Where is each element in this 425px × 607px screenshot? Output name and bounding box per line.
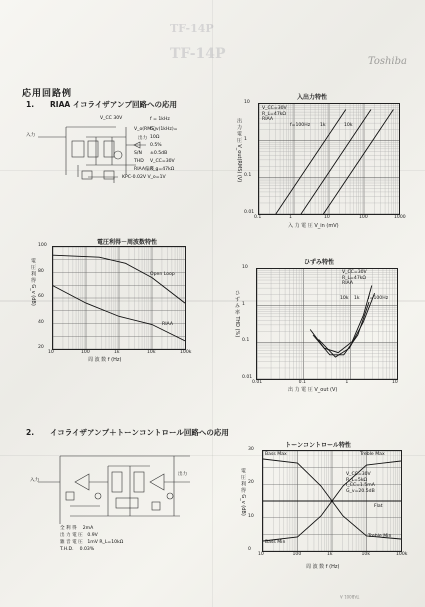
data-curve [319, 293, 375, 357]
section-1-title: RIAA イコライザアンプ回路への応用 [50, 100, 177, 109]
x-tick-label: 10k [147, 350, 156, 355]
schematic-1-input-label: 入力 [26, 133, 36, 138]
page-title: 応用回路例 [22, 89, 73, 99]
y-tick-label: 1 [242, 301, 245, 307]
x-tick-label: 10 [324, 215, 330, 220]
schematic-1-drawing [26, 115, 206, 195]
x-tick-label: 10 [258, 552, 264, 557]
x-tick-label: 1 [289, 215, 292, 220]
y-tick-label: 40 [38, 319, 44, 325]
schematic-1-output-label: 出力 [138, 136, 148, 141]
schematic-2-spec: 全 利 得 2mA [60, 526, 94, 531]
tone-flat-label: Flat [374, 504, 383, 509]
schematic-1-note: V_o(RMS) [134, 127, 156, 132]
x-tick-label: 1k [327, 552, 333, 557]
data-curve [313, 302, 369, 355]
g-thd-plot [257, 269, 397, 379]
x-tick-label: 1k [114, 350, 120, 355]
tone-legend-line: V_CC=30V [346, 472, 371, 477]
y-tick-label: 30 [248, 447, 254, 452]
thd-graph-xlabel: 出 力 電 圧 V_out (V) [288, 387, 338, 393]
x-tick-label: 100 [292, 552, 302, 557]
tone-corner-label: Bass Min [265, 540, 286, 545]
tone-graph-title: トーンコントロール特性 [285, 442, 351, 449]
schematic-2-output-label: 出力 [178, 472, 188, 477]
paper-crease [212, 0, 213, 607]
io-graph-title: 入出力特性 [296, 94, 327, 101]
x-tick-label: 0.1 [254, 215, 262, 220]
freq-graph-ylabel: 電 圧 利 得 G_v (dB) [30, 258, 36, 306]
thd-curve-label: 10k [340, 296, 349, 301]
schematic-1-param: 10Ω [150, 135, 160, 140]
schematic-2-input-label: 入力 [30, 478, 40, 483]
schematic-1-param: G_v(1kHz)= [150, 127, 178, 132]
tone-legend-line: G_v=20.5dB [346, 488, 375, 494]
section-2-title: イコライザアンプ＋トーンコントロール回路への応用 [50, 428, 229, 437]
tone-control-schematic [30, 446, 200, 561]
thd-graph-legend [342, 270, 367, 287]
thd-legend-line: RIAA [342, 281, 353, 286]
thd-graph-title: ひずみ特性 [303, 259, 334, 266]
schematic-2-spec: 雑 音 電 圧 1mV R_L=10kΩ [60, 540, 124, 545]
thd-curve-label: 1k [354, 296, 360, 301]
y-tick-label: 10 [244, 100, 250, 105]
section-2-heading [26, 427, 229, 438]
tone-corner-label: Bass Max [265, 452, 287, 457]
mirrored-footer-text: TAB001 A [340, 594, 360, 599]
io-legend-line: RIAA [262, 117, 273, 122]
y-tick-label: 100 [38, 243, 47, 248]
x-tick-label: 10k [361, 552, 371, 557]
tone-legend-line: I_CC=1.5mA [346, 483, 375, 488]
io-legend-line: R_L=47kΩ [262, 111, 286, 117]
schematic-1-param: 0.5% [150, 143, 162, 148]
y-tick-label: 0.01 [244, 210, 255, 215]
schematic-1-note: RIAA偏差 [134, 167, 155, 172]
io-graph-ylabel: 出 力 電 圧 V_out(RMS) (V) [236, 118, 242, 183]
schematic-1-param: R_g=47kΩ [150, 167, 175, 172]
tone-graph-xlabel: 周 波 数 f (Hz) [306, 564, 340, 570]
x-tick-label: 100k [396, 552, 408, 557]
schematic-1-note: THD [134, 159, 144, 164]
y-tick-label: 10 [248, 513, 254, 519]
thd-graph [256, 268, 398, 380]
freq-curve-riaa: RIAA [162, 322, 173, 327]
ghost-header-1: TF-14P [170, 22, 214, 35]
schematic-2-spec: T.H.D. 0.03% [60, 547, 95, 552]
x-tick-label: 0.1 [298, 380, 306, 385]
io-curve-label: f=100Hz [290, 123, 311, 128]
io-curve-label: 1k [320, 123, 326, 128]
y-tick-label: 20 [38, 345, 44, 350]
io-graph-xlabel: 入 力 電 圧 V_in (mV) [288, 223, 339, 229]
schematic-1-note: S/N [134, 151, 142, 156]
schematic-2-drawing [30, 446, 200, 534]
x-tick-label: 10 [48, 350, 54, 355]
schematic-1-param: ±0.5dB [150, 151, 168, 156]
section-2-number: 2. [26, 428, 35, 437]
x-tick-label: 100k [180, 350, 192, 355]
y-tick-label: 60 [38, 294, 44, 299]
g-freq-plot [53, 247, 185, 349]
thd-graph-ylabel: ひ ず み 率 THD (%) [234, 290, 240, 338]
x-tick-label: 1000 [394, 215, 406, 220]
x-tick-label: 10 [392, 380, 398, 385]
section-1-number: 1. [26, 100, 35, 109]
x-tick-label: 100 [359, 215, 368, 220]
freq-graph [52, 246, 186, 350]
schematic-2-spec: 出 力 電 圧 0.9V [60, 533, 98, 538]
io-curve-label: 10k [344, 123, 353, 128]
riaa-equalizer-schematic [26, 115, 206, 195]
io-graph-legend [262, 106, 287, 123]
x-tick-label: 100 [81, 350, 90, 355]
tone-graph-legend [346, 472, 375, 494]
tone-legend-line: R_L=5kΩ [346, 477, 367, 483]
brand-logo: Toshiba [367, 56, 407, 67]
y-tick-label: 0 [248, 547, 251, 552]
x-tick-label: 1 [345, 380, 349, 385]
tone-corner-label: Treble Min [368, 534, 392, 539]
schematic-1-param: KPC-0.02V V_o=1V [122, 175, 166, 180]
thd-curve-label: f=100Hz [368, 296, 389, 301]
section-1-heading [26, 99, 177, 110]
y-tick-label: 1 [244, 136, 247, 142]
freq-curve-open-loop: Open Loop [150, 272, 175, 277]
schematic-1-supply: V_CC 30V [100, 116, 123, 121]
schematic-1-param: V_CC=30V [150, 159, 175, 164]
x-tick-label: 0.01 [252, 380, 263, 385]
y-tick-label: 0.1 [242, 338, 250, 344]
thd-legend-line: R_L=47kΩ [342, 275, 366, 281]
freq-graph-title: 電圧利得－周波数特性 [96, 239, 157, 246]
y-tick-label: 20 [248, 480, 254, 486]
tone-graph-ylabel: 電 圧 利 得 G_v (dB) [240, 468, 246, 516]
freq-graph-xlabel: 周 波 数 f (Hz) [88, 357, 122, 363]
thd-legend-line: V_CC=30V [342, 270, 367, 275]
data-curve [323, 110, 393, 215]
y-tick-label: 0.01 [242, 375, 253, 380]
schematic-1-param: f = 1kHz [150, 117, 170, 122]
tone-corner-label: Treble Max [360, 452, 385, 457]
io-legend-line: V_CC=30V [262, 106, 287, 111]
y-tick-label: 10 [242, 265, 248, 270]
ghost-header-2: TF-14P [170, 46, 226, 62]
y-tick-label: 80 [38, 268, 44, 274]
y-tick-label: 0.1 [244, 173, 252, 179]
